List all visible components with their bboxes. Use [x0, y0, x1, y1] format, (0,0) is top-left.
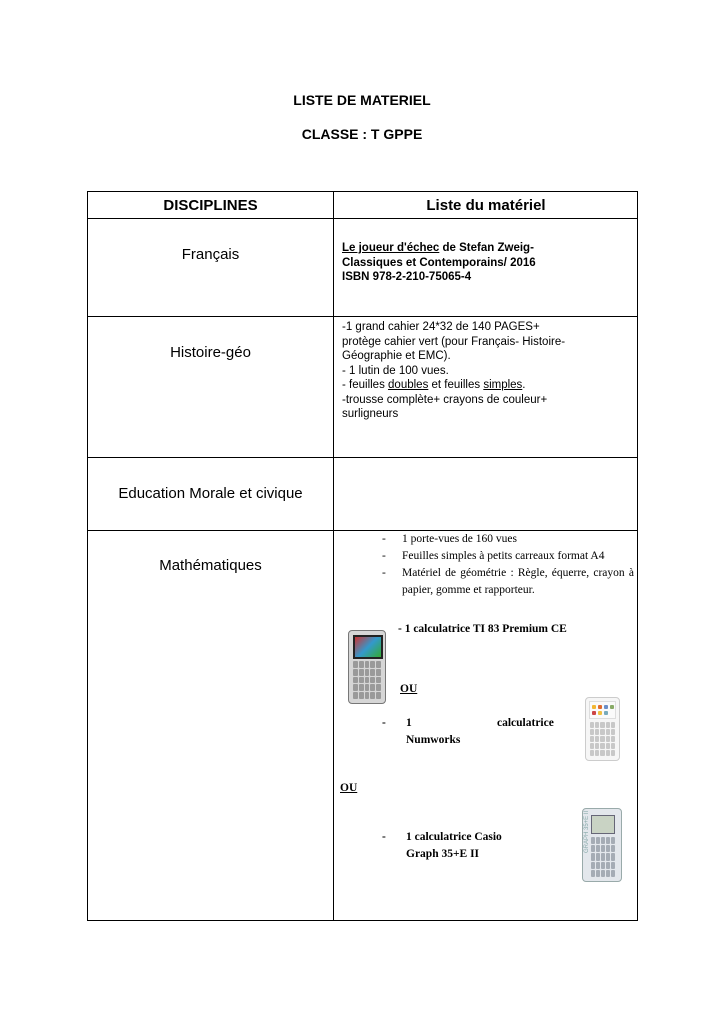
ou-separator: OU — [400, 683, 418, 695]
book-edition: Classiques et Contemporains/ 2016 — [342, 256, 536, 269]
histoire-line: protège cahier vert (pour Français- Histoire- — [342, 335, 566, 348]
book-author: de Stefan Zweig- — [439, 242, 534, 254]
discipline-histoire-geo: Histoire-géo — [170, 344, 251, 361]
histoire-line: surligneurs — [342, 408, 399, 420]
histoire-line: -1 grand cahier 24*32 de 140 PAGES+ — [342, 321, 540, 333]
discipline-mathematiques: Mathématiques — [159, 557, 262, 574]
header-materiel: Liste du matériel — [426, 197, 546, 214]
list-item: - Feuilles simples à petits carreaux format A4 — [382, 550, 605, 562]
book-isbn: ISBN 978-2-210-75065-4 — [342, 271, 472, 283]
calculator-ti: - 1 calculatrice TI 83 Premium CE — [398, 623, 567, 635]
row-divider — [88, 218, 637, 219]
francais-materials — [342, 241, 632, 285]
list-item: - Matériel de géométrie : Règle, équerre, crayon à papier, gomme et rapporteur. — [382, 567, 634, 596]
discipline-francais: Français — [181, 246, 240, 263]
casio-calculator-image — [582, 808, 622, 882]
maths-materials-list — [378, 531, 634, 599]
book-title: Le joueur d'échec — [342, 242, 440, 254]
underlined-word: doubles — [388, 379, 429, 391]
histoire-line: - 1 lutin de 100 vues. — [342, 364, 449, 377]
casio-side-text: GRAPH 35+E II — [584, 810, 590, 853]
underlined-word: simples — [483, 379, 523, 391]
histoire-line: -trousse complète+ crayons de couleur+ — [342, 393, 548, 406]
discipline-emc: Education Morale et civique — [118, 485, 303, 502]
header-disciplines: DISCIPLINES — [163, 197, 258, 214]
materials-table: DISCIPLINES Liste du matériel Français Le joueur d'échec de Stefan Zweig- Classiques et Contemporains/ 2016 ISBN 978-2-210-75065-4 Histoire-géo -1 grand cahier 24*32 de 140 PAGES+ protège cahier vert (pour Français- Histoire- Géographie et EMC). - 1 lutin de 100 vues. - feuilles doubles et feuilles simples. -trousse complète+ crayons de couleur+ surligneurs Education Morale et civique Mathématiques - 1 porte-vues de 160 vues - Feuilles simples à petits carreaux format A4 - Matériel de géométrie : Règle, équerre, crayon à papier, gomme et rapporteur. - 1 calculatrice TI 83 Premium CE OU - 1 calculatrice Numworks OU - 1 calculatrice Casio Graph 35+E II GRAPH 35+E II — [87, 191, 638, 921]
page-title: LISTE DE MATERIEL — [293, 92, 431, 108]
numworks-calculator-image — [585, 697, 620, 761]
row-divider — [88, 316, 637, 317]
row-divider — [88, 457, 637, 458]
ti-calculator-image — [348, 630, 386, 704]
histoire-line: Géographie et EMC). — [342, 350, 451, 362]
list-item: - 1 porte-vues de 160 vues — [382, 533, 517, 545]
histoire-line: - feuilles doubles et feuilles simples. — [342, 379, 526, 391]
ou-separator: OU — [340, 782, 358, 794]
column-divider — [333, 192, 334, 920]
histoire-materials — [342, 320, 632, 422]
class-title: CLASSE : T GPPE — [301, 126, 423, 142]
